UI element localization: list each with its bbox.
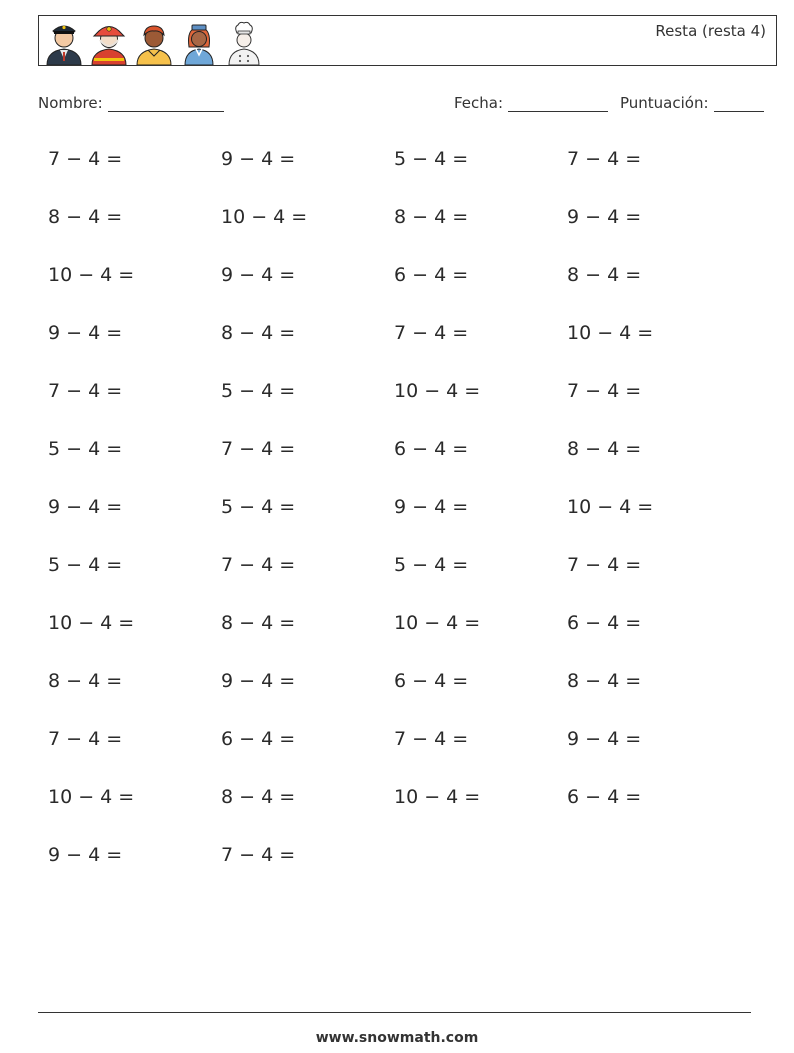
score-field[interactable]	[620, 94, 764, 112]
problem-item: 7 − 4 =	[48, 728, 123, 750]
worker-icon	[134, 19, 174, 65]
problem-item: 6 − 4 =	[394, 438, 469, 460]
problem-item: 9 − 4 =	[394, 496, 469, 518]
problem-item: 5 − 4 =	[394, 148, 469, 170]
name-label: Nombre:	[38, 94, 103, 112]
date-label: Fecha:	[454, 94, 504, 112]
problem-item: 9 − 4 =	[567, 206, 642, 228]
problem-item: 10 − 4 =	[567, 322, 654, 344]
problem-item: 7 − 4 =	[567, 380, 642, 402]
problem-item: 5 − 4 =	[48, 438, 123, 460]
problem-item: 5 − 4 =	[394, 554, 469, 576]
problem-item: 9 − 4 =	[221, 148, 296, 170]
problem-item: 8 − 4 =	[567, 264, 642, 286]
problem-item: 6 − 4 =	[221, 728, 296, 750]
problem-item: 7 − 4 =	[567, 554, 642, 576]
info-fields	[0, 94, 794, 116]
problem-item: 10 − 4 =	[48, 786, 135, 808]
worksheet-title: Resta (resta 4)	[655, 22, 766, 40]
problem-item: 8 − 4 =	[221, 612, 296, 634]
problem-item: 7 − 4 =	[48, 380, 123, 402]
problem-item: 9 − 4 =	[48, 322, 123, 344]
problem-item: 6 − 4 =	[394, 670, 469, 692]
problem-item: 9 − 4 =	[567, 728, 642, 750]
problem-item: 7 − 4 =	[221, 438, 296, 460]
score-line[interactable]	[714, 96, 764, 112]
problem-item: 7 − 4 =	[48, 148, 123, 170]
problem-item: 8 − 4 =	[221, 786, 296, 808]
problem-item: 8 − 4 =	[567, 438, 642, 460]
header-box	[38, 15, 777, 66]
problem-item: 6 − 4 =	[394, 264, 469, 286]
problem-item: 5 − 4 =	[48, 554, 123, 576]
chef-icon	[224, 19, 264, 65]
problem-item: 10 − 4 =	[394, 786, 481, 808]
problem-item: 8 − 4 =	[567, 670, 642, 692]
problem-item: 8 − 4 =	[48, 206, 123, 228]
problem-item: 7 − 4 =	[394, 322, 469, 344]
problem-item: 7 − 4 =	[394, 728, 469, 750]
problem-item: 5 − 4 =	[221, 496, 296, 518]
problem-item: 7 − 4 =	[221, 844, 296, 866]
police-officer-icon	[44, 19, 84, 65]
footer-url: www.snowmath.com	[315, 1030, 479, 1046]
avatar-strip	[44, 19, 264, 65]
score-label: Puntuación:	[620, 94, 709, 112]
problem-item: 10 − 4 =	[394, 612, 481, 634]
problem-item: 10 − 4 =	[48, 612, 135, 634]
nurse-icon	[179, 19, 219, 65]
problem-item: 9 − 4 =	[48, 844, 123, 866]
name-line[interactable]	[108, 96, 224, 112]
problem-item: 8 − 4 =	[221, 322, 296, 344]
problem-item: 6 − 4 =	[567, 786, 642, 808]
problem-item: 7 − 4 =	[567, 148, 642, 170]
date-field[interactable]	[454, 94, 608, 112]
name-field[interactable]	[38, 94, 224, 112]
problem-item: 10 − 4 =	[221, 206, 308, 228]
footer-divider	[38, 1012, 751, 1013]
problem-item: 10 − 4 =	[567, 496, 654, 518]
problem-item: 9 − 4 =	[48, 496, 123, 518]
problem-item: 7 − 4 =	[221, 554, 296, 576]
firefighter-icon	[89, 19, 129, 65]
problem-item: 9 − 4 =	[221, 264, 296, 286]
problem-item: 10 − 4 =	[48, 264, 135, 286]
problem-item: 8 − 4 =	[394, 206, 469, 228]
problem-item: 10 − 4 =	[394, 380, 481, 402]
problem-item: 9 − 4 =	[221, 670, 296, 692]
problem-item: 6 − 4 =	[567, 612, 642, 634]
problem-item: 5 − 4 =	[221, 380, 296, 402]
problem-item: 8 − 4 =	[48, 670, 123, 692]
date-line[interactable]	[508, 96, 608, 112]
